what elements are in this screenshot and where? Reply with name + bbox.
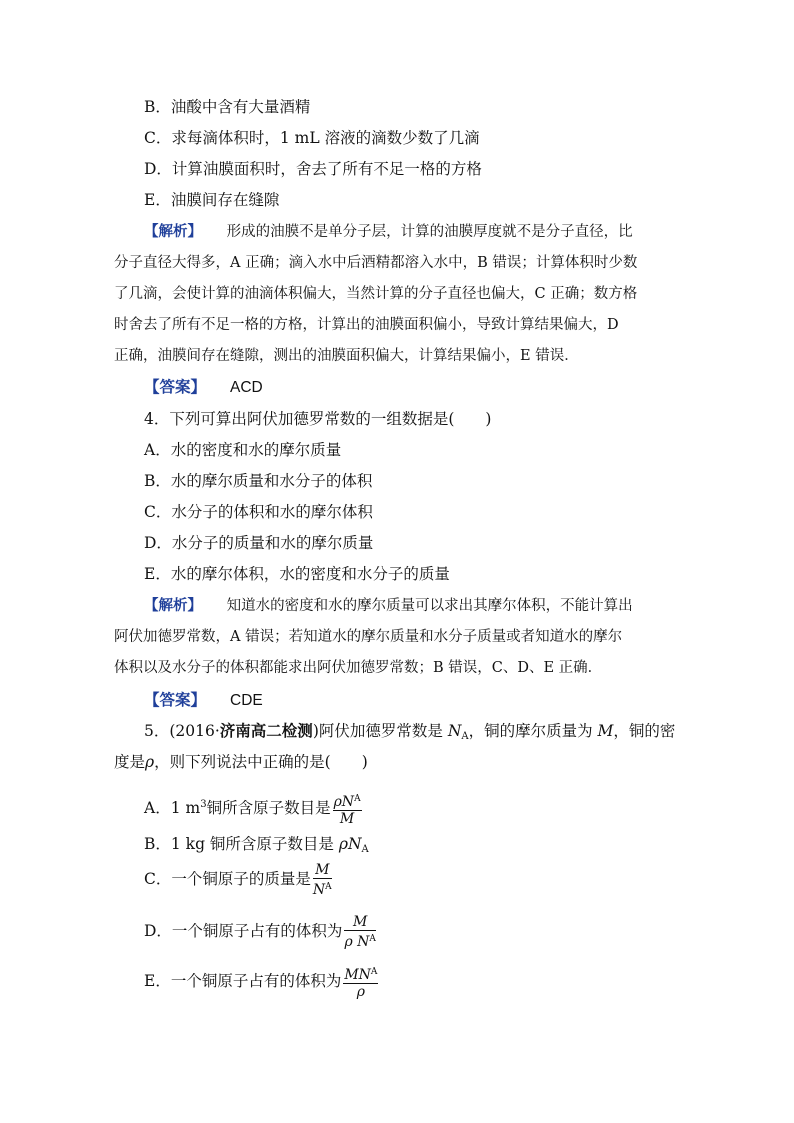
q3-option-b: B．油酸中含有大量酒精 xyxy=(144,98,311,116)
q3-option-e: E．油膜间存在缝隙 xyxy=(144,191,280,209)
q3-answer xyxy=(144,377,263,398)
q4-analysis-line-2: 阿伏加德罗常数，A 错误；若知道水的摩尔质量和水分子质量或者知道水的摩尔 xyxy=(114,629,623,645)
answer-label: 【答案】 xyxy=(144,691,207,709)
q5-d-fraction: $\frac{M}{\rho N^A}$ xyxy=(344,914,376,950)
q5-option-e: E．一个铜原子占有的体积为 $\frac{MN^A}{\rho}$ xyxy=(144,964,378,1000)
q4-option-a: A．水的密度和水的摩尔质量 xyxy=(144,441,342,459)
q4-answer xyxy=(144,690,263,711)
q3-analysis-line-4: 时舍去了所有不足一格的方格，计算出的油膜面积偏小，导致计算结果偏大，D xyxy=(114,317,619,333)
q5-source: 济南高二检测 xyxy=(219,721,313,740)
q3-option-c: C．求每滴体积时，1 mL 溶液的滴数少数了几滴 xyxy=(144,129,480,147)
q5-option-b: B．1 kg 铜所含原子数目是 $\rho N_A$ xyxy=(144,835,369,855)
analysis-label: 【解析】 xyxy=(144,598,202,614)
q5-option-c: C．一个铜原子的质量是 $\frac{M}{N^A}$ xyxy=(144,862,332,898)
q3-analysis-line-5: 正确，油膜间存在缝隙，测出的油膜面积偏大，计算结果偏小，E 错误． xyxy=(114,348,579,364)
q5-option-a: A．1 $m^3$铜所含原子数目是 $\frac{\rho N^A}{M}$ xyxy=(144,788,362,827)
q3-analysis-line-2: 分子直径大得多，A 正确；滴入水中后酒精都溶入水中，B 错误；计算体积时少数 xyxy=(114,255,638,271)
q4-stem: 4．下列可算出阿伏加德罗常数的一组数据是( ) xyxy=(144,410,492,428)
q3-analysis-line-3: 了几滴，会使计算的油滴体积偏大，当然计算的分子直径也偏大，C 正确；数方格 xyxy=(114,286,638,302)
q4-answer-value: CDE xyxy=(230,692,263,709)
q5-e-fraction: $\frac{MN^A}{\rho}$ xyxy=(343,964,378,1000)
q4-analysis-line-3: 体积以及水分子的体积都能求出阿伏加德罗常数；B 错误，C、D、E 正确． xyxy=(114,660,603,676)
q3-analysis-line-1: 【解析】 形成的油膜不是单分子层，计算的油膜厚度就不是分子直径，比 xyxy=(144,224,633,240)
q4-analysis-line-1: 【解析】 知道水的密度和水的摩尔质量可以求出其摩尔体积，不能计算出 xyxy=(144,598,633,614)
q5-c-fraction: $\frac{M}{N^A}$ xyxy=(312,862,332,898)
q5-option-d: D．一个铜原子占有的体积为 $\frac{M}{\rho N^A}$ xyxy=(144,914,376,950)
analysis-label: 【解析】 xyxy=(144,224,202,240)
answer-label: 【答案】 xyxy=(144,378,207,396)
q4-option-b: B．水的摩尔质量和水分子的体积 xyxy=(144,472,373,490)
q3-option-d: D．计算油膜面积时，舍去了所有不足一格的方格 xyxy=(144,160,482,178)
q4-option-d: D．水分子的质量和水的摩尔质量 xyxy=(144,534,374,552)
q4-option-c: C．水分子的体积和水的摩尔体积 xyxy=(144,503,373,521)
q5-a-fraction: $\frac{\rho N^A}{M}$ xyxy=(333,791,362,827)
q5-stem-line-1: 5．(2016·济南高二检测)阿伏加德罗常数是 $N_A$，铜的摩尔质量为 M，铜的密 xyxy=(144,721,676,742)
q3-answer-value: ACD xyxy=(230,379,263,396)
q4-option-e: E．水的摩尔体积，水的密度和水分子的质量 xyxy=(144,565,450,583)
q5-stem-line-2: 度是ρ，则下列说法中正确的是( ) xyxy=(114,753,368,771)
